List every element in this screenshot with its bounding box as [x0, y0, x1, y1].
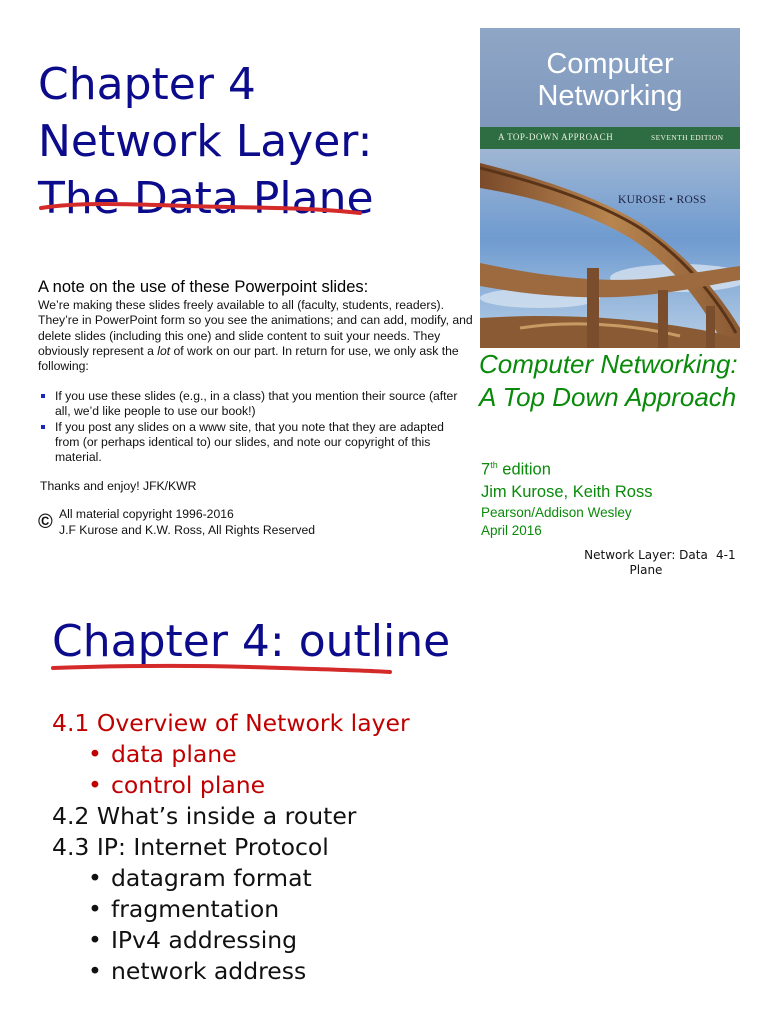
note-emphasis: lot	[157, 343, 171, 358]
note-bullet	[38, 389, 468, 420]
book-cover-image	[480, 28, 740, 348]
copyright-icon: ©	[38, 511, 53, 533]
cover-edition: SEVENTH EDITION	[651, 133, 724, 142]
note-bullet-text: If you post any slides on a www site, that you note that they are adapted from (or perhaps identical to) our slides, and note our copyright of this material.	[55, 419, 444, 465]
bullet-square-icon	[41, 425, 45, 429]
outline-section	[52, 834, 452, 861]
note-heading: A note on the use of these Powerpoint slides:	[38, 278, 369, 296]
outline-subitem	[52, 896, 452, 923]
slide-footer-label: Network Layer: Data Plane	[584, 548, 708, 577]
note-text: We’re making these slides freely available to all (faculty, students, readers). They’re in PowerPoint form so you see the animations; and can add, modify, and delete slides (including this one) and slide content to suit your needs. They obviously represent a	[38, 298, 473, 358]
outline-subitem	[52, 958, 452, 985]
outline-list	[52, 710, 452, 989]
outline-section	[52, 803, 452, 830]
outline-subitem	[52, 865, 452, 892]
title-line: Network Layer:	[38, 116, 373, 167]
outline-subitem	[52, 741, 452, 768]
slide-page-number: 4-1	[716, 548, 736, 562]
note-body	[38, 298, 478, 374]
outline-section-text: 4.3 IP: Internet Protocol	[52, 833, 329, 861]
note-bullet	[38, 420, 468, 466]
title-line: Chapter 4	[38, 59, 256, 110]
outline-subitem-text: datagram format	[111, 864, 312, 892]
cover-authors: KUROSE • ROSS	[618, 194, 707, 206]
outline-subitem-text: data plane	[111, 740, 237, 768]
book-title: Computer Networking: A Top Down Approach	[479, 349, 738, 412]
copyright-line: J.F Kurose and K.W. Ross, All Rights Reserved	[59, 522, 316, 537]
cover-title-line: Networking	[537, 80, 683, 112]
outline-subitem	[52, 772, 452, 799]
outline-subitem-text: IPv4 addressing	[111, 926, 298, 954]
outline-subitem-text: fragmentation	[111, 895, 280, 923]
cover-subtitle: A TOP-DOWN APPROACH	[498, 132, 614, 142]
outline-section-text: 4.1 Overview of Network layer	[52, 709, 410, 737]
bullet-square-icon	[41, 394, 45, 398]
note-bullet-list	[38, 389, 468, 465]
note-bullet-text: If you use these slides (e.g., in a class) that you mention their source (after all, we’d like people to use our book!)	[55, 389, 458, 419]
note-text: of work on our part. In return for use, we only ask the following:	[38, 343, 459, 374]
title-line: The Data Plane	[38, 173, 374, 224]
book-publisher: Pearson/Addison Wesley	[481, 505, 632, 520]
edition-word: edition	[497, 460, 551, 479]
bullet-dot-icon: •	[88, 957, 102, 985]
copyright-line: All material copyright 1996-2016	[59, 507, 234, 521]
title-underline	[38, 200, 368, 220]
outline-title: Chapter 4: outline	[52, 616, 451, 667]
bullet-dot-icon: •	[88, 771, 102, 799]
cover-title-line: Computer	[546, 48, 674, 80]
book-edition	[481, 460, 551, 480]
outline-subitem	[52, 927, 452, 954]
outline-section	[52, 710, 452, 737]
bullet-dot-icon: •	[88, 895, 102, 923]
copyright-text	[59, 507, 315, 538]
cover-title	[480, 48, 740, 112]
thanks-text: Thanks and enjoy! JFK/KWR	[40, 479, 197, 493]
outline-subitem-text: network address	[111, 957, 307, 985]
edition-suffix: th	[490, 460, 498, 470]
bullet-dot-icon: •	[88, 864, 102, 892]
outline-subitem-text: control plane	[111, 771, 266, 799]
title-underline	[50, 662, 400, 680]
bullet-dot-icon: •	[88, 740, 102, 768]
outline-section-text: 4.2 What’s inside a router	[52, 802, 357, 830]
book-authors: Jim Kurose, Keith Ross	[481, 483, 653, 501]
bullet-dot-icon: •	[88, 926, 102, 954]
book-date: April 2016	[481, 523, 542, 538]
slide-outline	[0, 600, 768, 1024]
edition-number: 7	[481, 460, 491, 479]
